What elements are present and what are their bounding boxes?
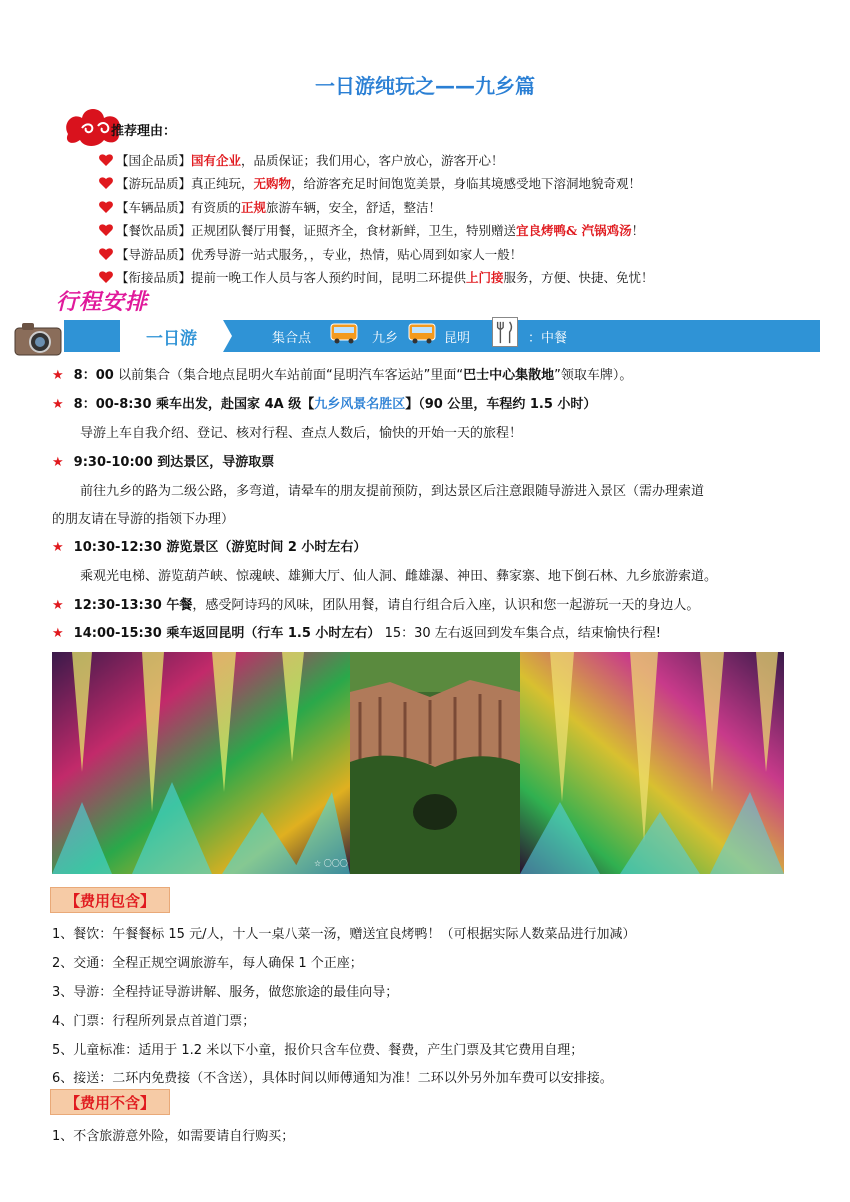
reason-pre: 有资质的: [191, 199, 242, 215]
itinerary-line: [52, 393, 596, 412]
itinerary-line: [52, 622, 661, 641]
fee-item: 2、交通：全程正规空调旅游车，每人确保 1 个正座；: [52, 956, 363, 971]
star-icon: ★: [52, 368, 64, 383]
reason-label: 【餐饮品质】: [116, 223, 192, 239]
itinerary-line: [52, 364, 632, 383]
reason-pre: 提前一晚工作人员与客人预约时间，昆明二环提供: [191, 270, 467, 286]
itinerary-line: [52, 594, 699, 613]
page-title: 一日游纯玩之——九乡篇: [315, 74, 535, 98]
itinerary-line: [52, 451, 274, 470]
photo-strip: [52, 652, 784, 874]
itinerary-time: 8：00: [73, 368, 114, 383]
reason-label: 【衔接品质】: [116, 270, 192, 286]
fee-item: 5、儿童标准：适用于 1.2 米以下小童，报价只含车位费、餐费，产生门票及其它费用自理；: [52, 1043, 584, 1058]
photo-watermark: ☆ 〇〇〇: [314, 859, 348, 868]
fee-excluded-heading: 【费用不含】: [50, 1089, 170, 1115]
itinerary-text: 8：00-8:30 乘车出发，赴国家 4A 级【: [73, 397, 315, 412]
itinerary-paragraph: 导游上车自我介绍、登记、核对行程、查点人数后，愉快的开始一天的旅程！: [80, 426, 523, 441]
heart-icon: [98, 199, 114, 215]
reason-label: 【导游品质】: [116, 246, 192, 262]
heart-icon: [98, 175, 114, 191]
camera-icon: [14, 322, 62, 356]
heart-icon: [98, 246, 114, 262]
reason-highlight: 国有企业: [191, 152, 242, 168]
itinerary-paragraph: 的朋友请在导游的指领下办理）: [52, 512, 235, 527]
itinerary-logo: 行程安排: [56, 290, 149, 315]
fee-included-heading: 【费用包含】: [50, 887, 170, 913]
itinerary-text: 以前集合（集合地点昆明火车站前面“昆明汽车客运站”里面“: [117, 368, 464, 383]
reason-text: 旅游车辆，安全，舒适，整洁！: [266, 199, 442, 215]
heart-icon: [98, 269, 114, 285]
itinerary-paragraph: 前往九乡的路为二级公路，多弯道，请晕车的朋友提前预防，到达景区后注意跟随导游进入景区（需办理索道: [80, 484, 705, 499]
bus-icon: [408, 322, 436, 344]
star-icon: ★: [52, 540, 64, 555]
band-kunming: 昆明: [444, 331, 471, 346]
band-label: 一日游: [146, 329, 197, 349]
reason-pre: 真正纯玩，: [191, 176, 254, 192]
fee-item: 6、接送：二环内免费接（不含送），具体时间以师傅通知为准！二环以外另外加车费可以安排接。: [52, 1071, 613, 1086]
fee-item: 1、不含旅游意外险，如需要请自行购买；: [52, 1129, 295, 1144]
itinerary-text: 9:30-10:00 到达景区，导游取票: [73, 455, 275, 470]
reason-text: ，给游客充足时间饱览美景，身临其境感受地下溶洞地貌奇观！: [291, 176, 642, 192]
fee-item: 1、餐饮：午餐餐标 15 元/人，十人一桌八菜一汤，赠送宜良烤鸭！（可根据实际人数菜品进行加减）: [52, 927, 636, 942]
itinerary-text: 15：30 左右返回到发车集合点，结束愉快行程!: [384, 626, 661, 641]
star-icon: ★: [52, 455, 64, 470]
bus-icon: [330, 322, 358, 344]
itinerary-highlight: 巴士中心集散地: [463, 368, 555, 383]
reason-item: [98, 195, 818, 219]
itinerary-time: 14:00-15:30 乘车返回昆明（行车 1.5 小时左右）: [73, 626, 381, 641]
reason-highlight: 无购物: [253, 176, 292, 192]
itinerary-text: ，感受阿诗玛的风味，团队用餐，请自行组合后入座，认识和您一起游玩一天的身边人。: [192, 598, 700, 613]
reason-item: [98, 242, 818, 266]
reason-item: [98, 219, 818, 243]
reason-item: [98, 148, 818, 172]
reason-text: 服务，方便、快捷、免忧！: [503, 270, 654, 286]
reasons-heading: 推荐理由：: [111, 124, 177, 139]
cave-photo: [52, 652, 350, 874]
itinerary-text: ”领取车牌）。: [554, 368, 633, 383]
reason-item: [98, 266, 818, 290]
star-icon: ★: [52, 626, 64, 641]
itinerary-paragraph: 乘观光电梯、游览葫芦峡、惊魂峡、雄狮大厅、仙人洞、雌雄瀑、神田、彝家寨、地下倒石林、九乡旅游索道。: [80, 569, 718, 584]
reason-label: 【游玩品质】: [116, 176, 192, 192]
star-icon: ★: [52, 598, 64, 613]
reason-label: 【车辆品质】: [116, 199, 192, 215]
reason-highlight: 上门接: [466, 270, 504, 286]
itinerary-text: 10:30-12:30 游览景区（游览时间 2 小时左右）: [73, 540, 367, 555]
reason-item: [98, 172, 818, 196]
itinerary-highlight: 九乡风景名胜区: [314, 397, 406, 412]
itinerary-time: 12:30-13:30 午餐: [73, 598, 193, 613]
band-jiuxiang: 九乡: [372, 331, 399, 346]
star-icon: ★: [52, 397, 64, 412]
band-meal: ：中餐: [528, 331, 568, 346]
reason-label: 【国企品质】: [116, 152, 192, 168]
reason-text: 优秀导游一站式服务，，专业，热情，贴心周到如家人一般！: [191, 246, 523, 262]
reasons-list: [98, 148, 818, 289]
heart-icon: [98, 152, 114, 168]
heart-icon: [98, 222, 114, 238]
band-gather: 集合点: [272, 331, 312, 346]
reason-text: ，品质保证；我们用心，客户放心，游客开心！: [241, 152, 504, 168]
reason-text: ！: [631, 223, 645, 239]
gorge-photo: [350, 652, 520, 874]
itinerary-text: 】（90 公里，车程约 1.5 小时）: [405, 397, 597, 412]
reason-pre: 正规团队餐厅用餐，证照齐全，食材新鲜，卫生，特别赠送: [191, 223, 517, 239]
fee-item: 3、导游：全程持证导游讲解、服务，做您旅途的最佳向导；: [52, 985, 399, 1000]
reason-highlight: 正规: [241, 199, 267, 215]
fork-knife-icon: [492, 317, 518, 347]
fee-item: 4、门票：行程所列景点首道门票；: [52, 1014, 256, 1029]
cave-photo: [520, 652, 784, 874]
reason-highlight: 宜良烤鸭& 汽锅鸡汤: [516, 223, 632, 239]
itinerary-line: [52, 536, 366, 555]
